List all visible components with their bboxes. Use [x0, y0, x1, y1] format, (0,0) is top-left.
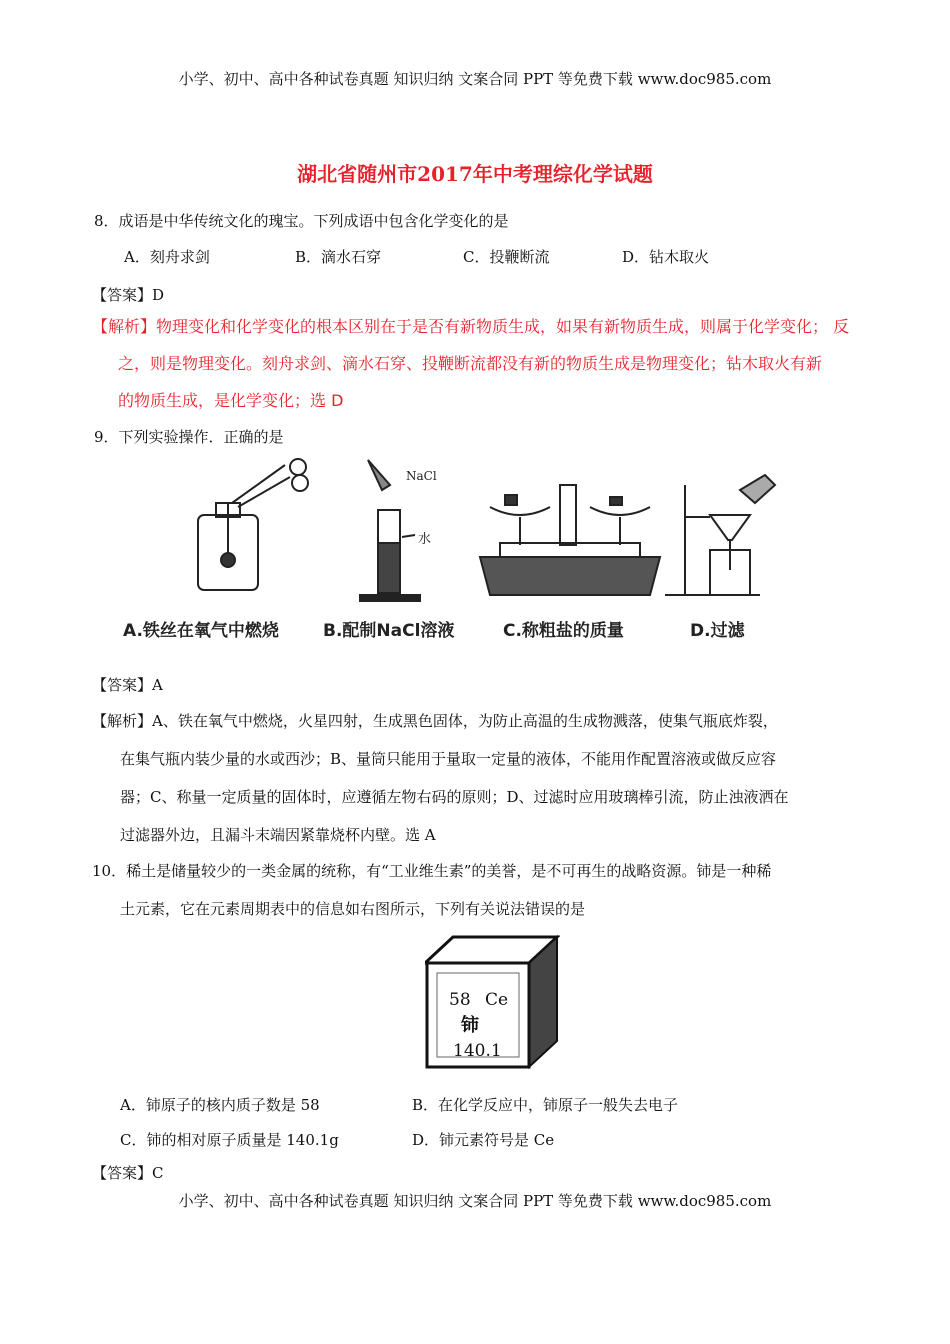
q9-analysis-line-1: 【解析】A、铁在氧气中燃烧，火星四射，生成黑色固体，为防止高温的生成物溅落，使集气瓶底炸裂，	[92, 712, 778, 730]
element-symbol: Ce	[485, 990, 509, 1010]
q8-option-c: C．投鞭断流	[463, 248, 550, 266]
q10-stem-line-2: 土元素，它在元素周期表中的信息如右图所示，下列有关说法错误的是	[120, 900, 586, 918]
q8-analysis-line-1: 【解析】物理变化和化学变化的根本区别在于是否有新物质生成，如果有新物质生成，则属于化学变化； 反	[92, 317, 850, 336]
q10-option-d: D．铈元素符号是 Ce	[412, 1131, 555, 1149]
q9-analysis-line-2: 在集气瓶内装少量的水或西沙；B、量筒只能用于量取一定量的液体，不能用作配置溶液或做反应容	[120, 750, 777, 768]
q9-analysis-line-4: 过滤器外边，且漏斗末端因紧靠烧杯内壁。选 A	[120, 826, 436, 844]
element-number: 58	[449, 990, 471, 1010]
q8-analysis-line-2: 之，则是物理变化。刻舟求剑、滴水石穿、投鞭断流都没有新的物质生成是物理变化；钻木取火有新	[118, 354, 823, 373]
q9-stem: 9．下列实验操作．正确的是	[94, 428, 284, 446]
q8-option-a: A．刻舟求剑	[124, 248, 210, 266]
page-footer: 小学、初中、高中各种试卷真题 知识归纳 文案合同 PPT 等免费下载 www.doc985.com	[178, 1192, 772, 1210]
q10-answer: 【答案】C	[92, 1164, 164, 1182]
figure-label-c: C.称粗盐的质量	[503, 621, 624, 641]
element-mass: 140.1	[453, 1041, 502, 1061]
q10-option-c: C．铈的相对原子质量是 140.1g	[120, 1131, 339, 1149]
water-tag: 水	[418, 532, 432, 547]
page-title: 湖北省随州市2017年中考理综化学试题	[297, 162, 653, 186]
figure-label-a: A.铁丝在氧气中燃烧	[123, 621, 279, 641]
q10-option-b: B．在化学反应中，铈原子一般失去电子	[412, 1096, 679, 1114]
figure-c-balance	[480, 485, 660, 595]
figure-d-filtration	[665, 475, 775, 595]
element-name: 铈	[461, 1015, 479, 1036]
page-header: 小学、初中、高中各种试卷真题 知识归纳 文案合同 PPT 等免费下载 www.doc985.com	[178, 70, 772, 88]
q8-option-b: B．滴水石穿	[295, 248, 382, 266]
figure-a-gas-jar	[198, 459, 308, 590]
figure-label-d: D.过滤	[690, 621, 745, 641]
q9-answer: 【答案】A	[92, 676, 163, 694]
q9-apparatus-figure	[110, 455, 790, 605]
q10-stem-line-1: 10．稀土是储量较少的一类金属的统称，有“工业维生素”的美誉，是不可再生的战略资源。铈是一种稀	[92, 862, 772, 880]
q8-analysis-line-3: 的物质生成，是化学变化；选 D	[118, 391, 344, 410]
q10-option-a: A．铈原子的核内质子数是 58	[120, 1096, 320, 1114]
q8-answer: 【答案】D	[92, 286, 165, 304]
q9-analysis-line-3: 器；C、称量一定质量的固体时，应遵循左物右码的原则；D、过滤时应用玻璃棒引流，防止浊液洒在	[120, 788, 789, 806]
figure-label-b: B.配制NaCl溶液	[323, 621, 455, 641]
nacl-tag: NaCl	[406, 469, 437, 483]
q8-stem: 8．成语是中华传统文化的瑰宝。下列成语中包含化学变化的是	[94, 212, 509, 230]
q8-option-d: D．钻木取火	[622, 248, 710, 266]
element-cube	[425, 935, 560, 1070]
